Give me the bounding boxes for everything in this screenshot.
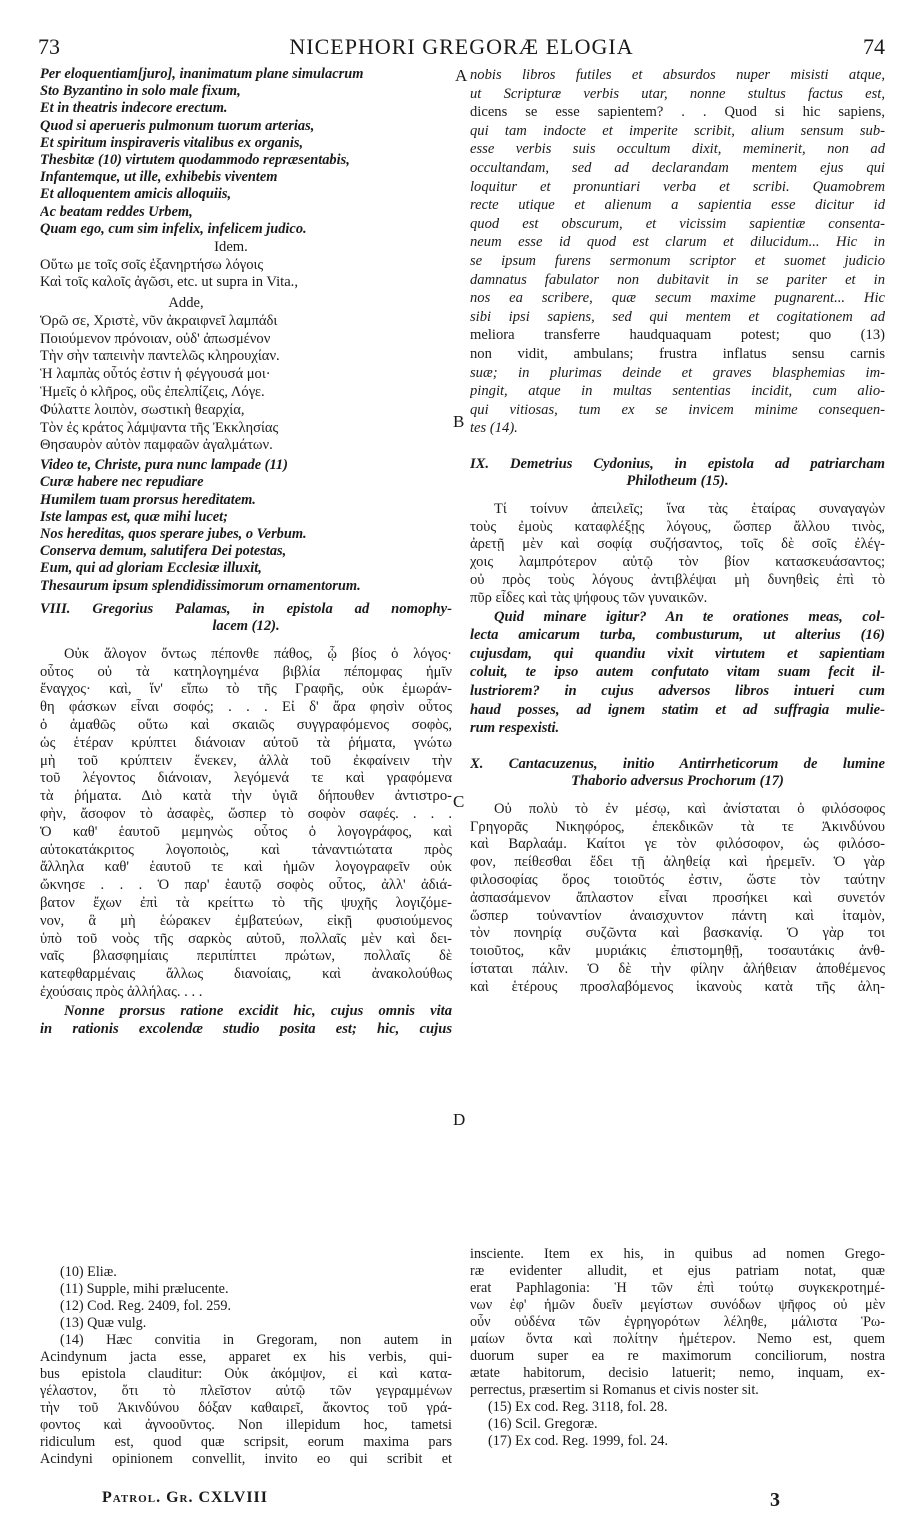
- footer-signature: 3: [770, 1489, 780, 1511]
- greek-line: ὥσπερ τοὐναντίον ἀναισχυντον πάντη καὶ ἰταμὸν,: [470, 907, 885, 924]
- latin-line: rum respexisti.: [470, 720, 560, 737]
- heading-line: X. Cantacuzenus, initio Antirrheticorum de lumine: [470, 755, 885, 772]
- greek-line: Οὕτω με τοῖς σοῖς ἐξανηρτήσω λόγοις: [40, 256, 264, 273]
- latin-line: pingit, atque in multas sententias incidit, cum alio-: [470, 383, 885, 400]
- running-header: [38, 34, 885, 62]
- heading-line: lacem (12).: [212, 618, 280, 635]
- latin-line: nobis libros futiles et absurdos nuper misisti atque,: [470, 67, 885, 83]
- poem-line: Nos hereditas, quos sperare jubes, o Verbum.: [40, 526, 307, 542]
- greek-verse-1: [40, 257, 452, 293]
- latin-line: coluit, te ipso autem confutato vitam suam fecit il-: [470, 664, 885, 681]
- footer-series: Patrol. Gr. CXLVIII: [102, 1489, 269, 1506]
- heading-line: Thaborio adversus Prochorum (17): [571, 773, 784, 790]
- poem-line: Ac beatam reddes Urbem,: [40, 203, 193, 220]
- footnote-line: (10) Eliæ.: [60, 1264, 117, 1280]
- greek-line: ὁ ἀμαθῶς οὕτω καὶ σκαιῶς συγγραφόμενος σοφὸς,: [40, 717, 452, 733]
- poem-line: Iste lampas est, quæ mihi lucet;: [40, 508, 228, 525]
- latin-prose-cydonius: [470, 608, 885, 738]
- greek-line: Τὸν ἐς κράτος λάμψαντα τῆς Ἐκκλησίας: [40, 419, 279, 436]
- greek-line: Ὁρῶ σε, Χριστὲ, νῦν ἀκραιφνεῖ λαμπάδι: [40, 312, 278, 329]
- latin-prose-palamas: [40, 1002, 452, 1039]
- margin-letter-b: B: [453, 412, 465, 431]
- greek-line: χοις λαμπρότερον αὐτῷ τὸν βίον κατασκευάσαντος;: [470, 554, 885, 571]
- footnote-line: erat Paphlagonia: Ἡ τῶν ἐπὶ τούτῳ συγκεκροτημέ-: [470, 1280, 885, 1296]
- greek-line: Γρηγορᾶς Νικηφόρος, ἐπεκδικῶν τὰ τε Ἀκινδύνου: [470, 818, 885, 835]
- footnote-line: (12) Cod. Reg. 2409, fol. 259.: [60, 1298, 232, 1314]
- latin-line: tes (14).: [470, 420, 518, 437]
- latin-line: lustriorem? in cujus adversos libros intueri cum: [470, 683, 885, 700]
- greek-line: ἄλληλα καθ' ἑαυτοῦ τε καὶ ἡμῶν λογογραφεῖν οὐκ: [40, 859, 452, 876]
- latin-line: lecta amicarum turba, combusturum, ut alterius (16): [470, 627, 885, 644]
- footnote-line: (16) Scil. Gregoræ.: [488, 1416, 598, 1432]
- poem-line: Conserva demum, salutifera Dei potestas,: [40, 543, 287, 560]
- greek-line: Τὴν σὴν ταπεινὴν παντελῶς κληρουχίαν.: [40, 348, 280, 365]
- poem-line: Infantemque, ut ille, exhibebis viventem: [40, 169, 278, 186]
- poem-line: Quod si aperueris pulmonum tuorum arterias,: [40, 117, 315, 134]
- poem-line: Curæ habere nec repudiare: [40, 474, 204, 491]
- greek-line: μὴ τοῦ κρύπτειν ἕνεκεν, ἀλλὰ τοῦ ἐκφαίνειν τὴν: [40, 752, 452, 769]
- greek-line: Ὁ καθ' ἑαυτοῦ μεμηνὼς οὗτος ὁ λογογράφος, καὶ: [40, 823, 452, 840]
- footnote-line: τὴν τοῦ Ἀκινδύνου δόξαν καθαιρεῖ, ἄκοντος τοῦ γρά-: [40, 1400, 452, 1416]
- footnote-line: perrectus, præsertim si Romanus et civis noster sit.: [470, 1382, 759, 1398]
- greek-line: Θησαυρὸν αὐτὸν παμφαῶν ἀγαλμάτων.: [40, 437, 273, 454]
- greek-line: οὗτος οὐ τὰ κατηλογημένα βιβλία πέπομφας ἡμῖν: [40, 663, 452, 680]
- greek-line: οὐ πρὸς τοὺς λόγους ἀντιβλέψαι μὴ δυνηθεὶς ἐπὶ τὸ: [470, 572, 885, 589]
- footnote-line: (17) Ex cod. Reg. 1999, fol. 24.: [488, 1433, 669, 1449]
- greek-verse-2: [40, 313, 452, 455]
- margin-letter-a: A: [455, 66, 468, 85]
- poem-line: Thesaurum ipsum splendidissimorum ornamentorum.: [40, 577, 361, 594]
- idem-label: Idem.: [214, 239, 248, 256]
- greek-line: ἐχούσαις πρὸς ἀλλήλας. . . .: [40, 983, 203, 1000]
- poem-line: Et in theatris indecore erectum.: [40, 100, 228, 117]
- latin-line: nos ea scribere, quæ secum maxime pugnarent... Hic: [470, 290, 885, 307]
- poem-line: Et spiritum inspiraveris vitalibus ex organis,: [40, 134, 304, 151]
- poem-line: Video te, Christe, pura nunc lampade (11): [40, 457, 288, 474]
- greek-line: κατεφθαρμέναις ἄλλως διανοίαις, καὶ ἀνακολούθως: [40, 966, 452, 983]
- greek-line: ὑπὸ τοῦ νοὸς τῆς σαρκὸς αὐτοῦ, πολλαῖς μὲν καὶ δει-: [40, 930, 452, 947]
- poem-line: Per eloquentiam[juro], inanimatum plane simulacrum: [40, 66, 364, 82]
- footnote-line: οὖν οὐδένα τῶν ἐγρηγορότων λέληθε, μάλιστα Ῥω-: [470, 1314, 885, 1330]
- greek-line: τοὺς ἐμοὺς καταφλέξῃς λόγους, ὥσπερ ἄλλου τινὸς,: [470, 518, 885, 535]
- latin-line: non vidit, ambulans; frustra inflatus sensu carnis: [470, 345, 885, 362]
- latin-line: suæ; in plurimas deinde et graves blasphemias im-: [470, 364, 885, 381]
- greek-line: βατον ἔχων ἐπὶ τὰ κρείττω τὸ τῆς ψυχῆς λογιζόμε-: [40, 894, 452, 911]
- footnote-line: Acindyni opinionem convellit, invito eo qui scribit et: [40, 1451, 452, 1467]
- latin-line: Quid minare igitur? An te orationes meas, col-: [494, 608, 885, 625]
- greek-line: Οὐ πολὺ τὸ ἐν μέσῳ, καὶ ἀνίσταται ὁ φιλόσοφος: [494, 800, 885, 817]
- footnote-line: duorum super ea re maximorum conciliorum, nostra: [470, 1348, 885, 1364]
- section-heading-ix: [470, 456, 885, 491]
- greek-line: Οὐκ ἄλογον ὄντως πέπονθε πάθος, ᾧ βίος ὁ λόγος·: [64, 645, 452, 662]
- greek-line: ίσταται πάλιν. Ὁ δὲ τὴν φίλην ἀλήθειαν ἀποθέμενος: [470, 960, 885, 977]
- footnotes-left: [40, 1264, 452, 1468]
- latin-line: cujusdam, qui quandiu vixit virtutem et sapientiam: [470, 645, 885, 662]
- latin-line: Nonne prorsus ratione excidit hic, cujus omnis vita: [64, 1002, 452, 1019]
- poem-line: Et alloquentem amicis alloquiis,: [40, 186, 232, 203]
- footnote-line: (14) Hæc convitia in Gregoram, non autem in: [60, 1332, 452, 1348]
- greek-prose-cydonius: [470, 501, 885, 608]
- section-heading-x: [470, 756, 885, 791]
- footnote-line: ætate habitorum, decisio latuerit; nemo, inquam, ex-: [470, 1365, 885, 1381]
- margin-letter-c: C: [453, 792, 465, 811]
- footnote-line: Acindynum jacta esse, apparet ex his verbis, qui-: [40, 1349, 452, 1365]
- greek-line: ὡς ἑτέραν κρύπτει διάνοιαν αὐτοῦ τὰ ῥήματα, γνώτω: [40, 734, 452, 751]
- greek-line: τοιοῦτος, κἂν μυριάκις ἐπιστομηθῇ, τοσαυτάκις ἀνθ-: [470, 943, 885, 960]
- latin-line: dicens se esse sapientem? . . Quod si hic sapiens,: [470, 104, 885, 121]
- greek-prose-palamas: [40, 646, 452, 1002]
- greek-line: Φύλαττε λοιπὸν, σωστικὴ θεαρχία,: [40, 401, 245, 418]
- greek-line: Ἡμεῖς ὁ κλῆρος, οὓς ἐπελπίζεις, Λόγε.: [40, 384, 265, 400]
- greek-line: Ποιούμενον πρόνοιαν, οὐδ' ἀπωσμένον: [40, 330, 271, 347]
- poem-line: Eum, qui ad gloriam Ecclesiæ illuxit,: [40, 560, 262, 577]
- heading-line: Philotheum (15).: [626, 473, 729, 490]
- greek-prose-cantacuzenus: [470, 801, 885, 997]
- latin-poem-1: [40, 66, 452, 238]
- latin-line: se ipsum furens sermonum scriptor et suomet judicio: [470, 252, 885, 269]
- footnote-line: μαίων ὄντα καὶ πολίτην ἡμέτερον. Nemo est, quem: [470, 1331, 885, 1347]
- poem-line: Thesbitæ (10) virtutem quodammodo repræsentabis,: [40, 152, 350, 169]
- heading-line: IX. Demetrius Cydonius, in epistola ad patriarcham: [470, 455, 885, 472]
- latin-line: ut Scripturæ verbis utar, nonne stultus factus est,: [470, 85, 885, 102]
- greek-line: τὸν πονηρίᾳ συζῶντα καὶ βασκανίᾳ. Ὁ γὰρ τοι: [470, 925, 885, 942]
- left-column: [40, 66, 452, 1222]
- footnote-line: bus epistola clauditur: Οὐκ ἀκόμψον, εἰ καὶ κατα-: [40, 1366, 452, 1382]
- page-number-right: 74: [863, 34, 885, 59]
- footnote-line: ridiculum est, quod quæ scripsit, eorum maxima pars: [40, 1434, 452, 1450]
- greek-line: ἀσπασάμενον ἄπλαστον εἶναι προσήκει καὶ συνετόν: [470, 889, 885, 906]
- greek-line: φον, πείθεσθαι ἔδει τῇ ἀληθείᾳ καὶ ἠρεμεῖν. Ὁ γὰρ: [470, 854, 885, 871]
- greek-line: Τί τοίνυν ἀπειλεῖς; ἵνα τὰς ἑταίρας συναγαγὼν: [494, 500, 885, 517]
- footnote-line: insciente. Item ex his, in quibus ad nomen Grego-: [470, 1246, 885, 1262]
- latin-line: meliora transferre haudquaquam potest; quo (13): [470, 327, 885, 344]
- latin-line: recte utique et alienum a sapientia esse dicitur id: [470, 197, 885, 214]
- footnote-line: φοντος καὶ ἀγνοοῦντος. Non illepidum hoc, tametsi: [40, 1417, 452, 1433]
- greek-line: φὴν, ἄσοφον τὸ ἀσαφὲς, ὥσπερ τὸ σοφὸν σαφές. . . .: [40, 805, 452, 822]
- latin-line: loquitur et pronuntiari verba et scribi. Quamobrem: [470, 178, 885, 195]
- latin-line: esse verbis suis occultum dixit, meminerit, non ad: [470, 141, 885, 158]
- greek-line: Ἡ λαμπὰς οὗτός ἐστιν ἡ φέγγουσά μοι·: [40, 366, 271, 383]
- greek-line: ἀρετῇ μὲν καὶ σοφίᾳ συζήσαντος, τοῖς δὲ σοῖς ἐλέγ-: [470, 536, 885, 553]
- greek-line: ναῖς βλασφημίαις περιπίπτει πρώτων, πολλαῖς δὲ: [40, 948, 452, 965]
- latin-line: qui tam indocte et imperite scribit, alium sensum sub-: [470, 122, 885, 139]
- section-heading-viii: [40, 601, 452, 636]
- greek-line: καὶ ἑτέρους προσλαβόμενος ἱκανοὺς κατὰ τῆς ἀλη-: [470, 978, 885, 995]
- greek-line: ὤκνησε . . . Ὁ παρ' ἑαυτῷ σοφὸς οὗτος, ἀλλ' ἀδιά-: [40, 877, 452, 894]
- latin-line: quod est obscurum, et vicissim sapientiæ consenta-: [470, 215, 885, 232]
- poem-line: Quam ego, cum sim infelix, infelicem judico.: [40, 220, 307, 237]
- greek-line: αὐτοκατάκριτος λογοποιὸς, καὶ τἀναντιώτατα πρὸς: [40, 841, 452, 858]
- footnote-line: (15) Ex cod. Reg. 3118, fol. 28.: [488, 1399, 668, 1415]
- running-title: NICEPHORI GREGORÆ ELOGIA: [289, 34, 634, 59]
- right-column: [470, 66, 885, 1222]
- poem-line: Humilem tuam prorsus hereditatem.: [40, 491, 256, 508]
- latin-line: in rationis excolendæ studio posita est; hic, cujus: [40, 1021, 452, 1038]
- poem-line: Sto Byzantino in solo male fixum,: [40, 83, 241, 100]
- margin-letter-d: D: [453, 1110, 466, 1129]
- greek-line: τοῦ λέγοντος διάνοιαν, λεγόμενά τε καὶ γραφόμενα: [40, 770, 452, 787]
- footnote-line: (11) Supple, mihi prælucente.: [60, 1281, 229, 1297]
- heading-line: VIII. Gregorius Palamas, in epistola ad nomophy-: [40, 600, 452, 617]
- latin-line: damnatus fabulator non dubitavit in se pariter et in: [470, 271, 885, 288]
- greek-line: τὰ ῥήματα. Διὸ κατὰ τὴν ὑγιᾶ δήπουθεν ἀντιστρο-: [40, 788, 452, 805]
- greek-line: φιλοσοφίας ὅρος τοιοῦτός ἐστιν, ὥστε τὸν ταύτην: [470, 872, 885, 888]
- footnotes-right: [470, 1246, 885, 1450]
- latin-line: sibi ipsi sapiens, sed qui mentem et cogitationem ad: [470, 308, 885, 325]
- footnote-line: (13) Quæ vulg.: [60, 1315, 147, 1331]
- greek-line: νον, ἃ μὴ ἑώρακεν ἐμβατεύων, εἰκῇ φυσιούμενος: [40, 912, 452, 929]
- footnote-line: γέλαστον, ὅτι τὸ πλεῖστον αὐτῷ τῶν γεγραμμένων: [40, 1383, 452, 1399]
- page-number-left: 73: [38, 34, 60, 59]
- latin-poem-2: [40, 457, 452, 595]
- footnote-line: ræ evidenter alludit, et ejus patriam notat, quæ: [470, 1263, 885, 1279]
- greek-line: ἔναγχος· καὶ, ἵν' εἴπω τὸ τῆς Γραφῆς, οὐκ ἐμωράν-: [40, 681, 452, 698]
- latin-line: qui vitiosas, tum ex se invicem minime consequen-: [470, 401, 885, 418]
- latin-line: occultandam, sed ad declarandam mentem ejus qui: [470, 159, 885, 176]
- footnote-line: νων ἐφ' ἡμῶν δυεῖν μεγίστων συνόδων ψῆφος οὐ μὲν: [470, 1297, 885, 1313]
- greek-line: πῦρ εἶδες καὶ τὰς ψήφους τῶν γυναικῶν.: [470, 589, 708, 606]
- latin-line: neum esse id quod est clarum et dilucidum... Hic in: [470, 234, 885, 251]
- latin-line: haud posses, ad ignem statim et ad suffragia mulie-: [470, 701, 885, 718]
- greek-line: Καὶ τοῖς καλοῖς ἀγῶσι, etc. ut supra in Vita.,: [40, 274, 298, 291]
- latin-translation-palamas: [470, 66, 885, 438]
- greek-line: καὶ Βαρλαάμ. Καίτοι γε τὸν φιλόσοφον, ὡς φιλόσο-: [470, 836, 885, 853]
- greek-line: θη φάσκων εἶναι σοφός; . . . Εἰ δ' ἄρα φησὶν οὗτος: [40, 699, 452, 716]
- adde-label: Adde,: [168, 295, 204, 312]
